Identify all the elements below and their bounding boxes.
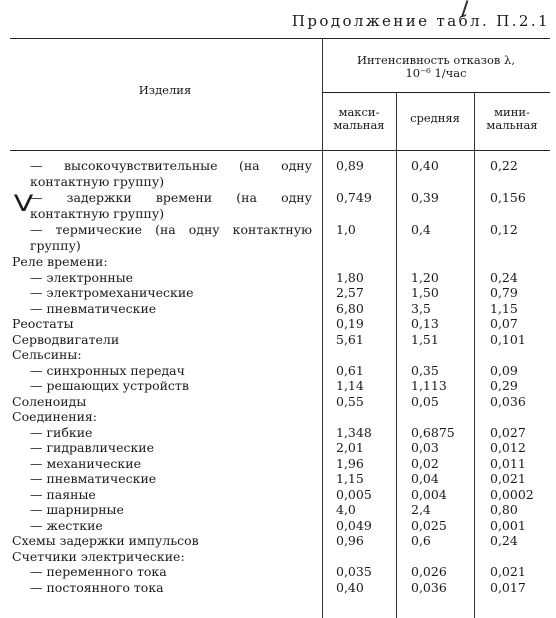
- cell-max: 0,005: [336, 486, 372, 502]
- cell-min: 0,012: [490, 440, 526, 455]
- row-item-name: — высокочувствительные (на одну контактную группу): [30, 158, 312, 189]
- cell-avg: 0,4: [411, 222, 431, 237]
- table-row: [0, 440, 556, 456]
- cell-max: 0,049: [336, 517, 372, 533]
- cell-max: 0,55: [336, 393, 364, 409]
- cell-max: 0,89: [336, 158, 364, 173]
- cell-min: 0,017: [490, 579, 526, 595]
- cell-avg: 0,6875: [411, 424, 455, 440]
- cell-max: 2,57: [336, 285, 364, 300]
- row-item-name: — электромеханические: [30, 285, 194, 300]
- table-row: [0, 409, 556, 425]
- row-item-name: — паяные: [30, 486, 96, 502]
- row-item-name: — жесткие: [30, 517, 103, 533]
- cell-avg: 2,4: [411, 502, 431, 517]
- cell-max: 1,15: [336, 471, 364, 486]
- header-intensity-line1: Интенсивность отказов λ,: [356, 53, 515, 67]
- cell-min: 0,021: [490, 471, 526, 486]
- table-row: [0, 394, 556, 410]
- cell-min: 0,80: [490, 502, 518, 517]
- table-caption: Продолжение табл. П.2.1: [291, 12, 550, 30]
- table-row: [0, 332, 556, 348]
- cell-max: 0,19: [336, 316, 364, 331]
- row-item-name: — термические (на одну контактную группу): [30, 222, 312, 253]
- cell-avg: 0,025: [411, 517, 447, 533]
- cell-max: 0,40: [336, 579, 364, 595]
- cell-max: 6,80: [336, 300, 364, 316]
- cell-avg: 0,03: [411, 440, 439, 455]
- cell-min: 0,101: [490, 331, 526, 347]
- row-item-name: — электронные: [30, 269, 134, 285]
- cell-min: 0,021: [490, 564, 526, 579]
- row-item-name: Соленоиды: [12, 393, 87, 409]
- cell-min: 0,29: [490, 378, 518, 393]
- cell-avg: 0,05: [411, 393, 439, 409]
- cell-max: 1,348: [336, 424, 372, 440]
- cell-avg: 1,20: [411, 269, 439, 285]
- row-item-name: Реле времени:: [12, 254, 108, 269]
- table-row: [0, 533, 556, 549]
- row-item-name: — пневматические: [30, 471, 157, 486]
- table-row: [0, 564, 556, 580]
- table-row: [0, 190, 556, 222]
- table-row: [0, 347, 556, 363]
- row-item-name: — гибкие: [30, 424, 93, 440]
- row-item-name: — задержки времени (на одну контактную группу): [30, 190, 312, 221]
- table-row: [0, 316, 556, 332]
- cell-avg: 0,004: [411, 486, 447, 502]
- header-min-line1: мини-: [494, 105, 530, 119]
- cell-avg: 0,35: [411, 362, 439, 378]
- cell-min: 0,24: [490, 269, 518, 285]
- header-avg: средняя: [410, 111, 460, 125]
- intensity-subrule: [322, 92, 550, 93]
- cell-max: 0,035: [336, 564, 372, 579]
- cell-avg: 0,02: [411, 455, 439, 471]
- cell-max: 1,14: [336, 378, 364, 393]
- table-row: [0, 378, 556, 394]
- header-items: Изделия: [138, 83, 192, 97]
- cell-max: 1,0: [336, 222, 356, 237]
- row-item-name: — шарнирные: [30, 502, 124, 517]
- cell-avg: 0,04: [411, 471, 439, 486]
- row-item-name: Серводвигатели: [12, 331, 120, 347]
- table-row: [0, 487, 556, 503]
- row-item-name: Сельсины:: [12, 347, 82, 362]
- row-item-name: — механические: [30, 455, 141, 471]
- cell-min: 0,0002: [490, 486, 534, 502]
- cell-min: 0,027: [490, 424, 526, 440]
- cell-min: 0,79: [490, 285, 518, 300]
- row-item-name: — синхронных передач: [30, 362, 185, 378]
- row-item-name: — пневматические: [30, 300, 157, 316]
- row-item-name: — решающих устройств: [30, 378, 189, 393]
- cell-max: 5,61: [336, 331, 364, 347]
- table-row: [0, 425, 556, 441]
- cell-min: 0,09: [490, 362, 518, 378]
- cell-avg: 0,40: [411, 158, 439, 173]
- table-row: [0, 285, 556, 301]
- cell-max: 4,0: [336, 502, 356, 517]
- header-intensity-line2: 10⁻⁶ 1/час: [405, 66, 467, 80]
- table-row: [0, 270, 556, 286]
- row-item-name: Схемы задержки импульсов: [12, 533, 199, 548]
- cell-avg: 0,026: [411, 564, 447, 579]
- cell-max: 1,80: [336, 269, 364, 285]
- cell-min: 0,001: [490, 517, 526, 533]
- cell-min: 1,15: [490, 300, 518, 316]
- cell-max: 2,01: [336, 440, 364, 455]
- table-row: [0, 549, 556, 565]
- cell-min: 0,156: [490, 190, 526, 205]
- table-row: [0, 363, 556, 379]
- cell-min: 0,07: [490, 316, 518, 331]
- header-intensity: [322, 54, 550, 80]
- row-item-name: Соединения:: [12, 409, 98, 424]
- row-item-name: — переменного тока: [30, 564, 167, 579]
- table-row: [0, 580, 556, 596]
- row-item-name: — постоянного тока: [30, 579, 164, 595]
- cell-min: 0,24: [490, 533, 518, 548]
- header-bottom-rule: [10, 150, 550, 151]
- table-row: [0, 518, 556, 534]
- cell-min: 0,036: [490, 393, 526, 409]
- cell-min: 0,22: [490, 158, 518, 173]
- cell-max: 0,61: [336, 362, 364, 378]
- cell-max: 0,96: [336, 533, 364, 548]
- table-row: [0, 502, 556, 518]
- header-min-line2: мальная: [486, 118, 538, 132]
- header-max: [322, 106, 396, 132]
- cell-avg: 0,6: [411, 533, 431, 548]
- table-row: [0, 222, 556, 254]
- cell-min: 0,011: [490, 455, 526, 471]
- table-row: [0, 471, 556, 487]
- cell-avg: 1,113: [411, 378, 447, 393]
- table-row: [0, 456, 556, 472]
- handwritten-check-mark: V: [13, 192, 34, 217]
- header-min: [474, 106, 550, 132]
- header-max-line2: мальная: [333, 118, 385, 132]
- row-item-name: — гидравлические: [30, 440, 155, 455]
- row-item-name: Реостаты: [12, 316, 74, 331]
- cell-avg: 1,51: [411, 331, 439, 347]
- table-row: [0, 254, 556, 270]
- cell-avg: 3,5: [411, 300, 431, 316]
- table-row: [0, 158, 556, 190]
- cell-avg: 0,39: [411, 190, 439, 205]
- table-top-rule: [10, 38, 550, 39]
- cell-avg: 0,13: [411, 316, 439, 331]
- cell-max: 0,749: [336, 190, 372, 205]
- cell-avg: 0,036: [411, 579, 447, 595]
- cell-max: 1,96: [336, 455, 364, 471]
- table-row: [0, 301, 556, 317]
- header-max-line1: макси-: [338, 105, 380, 119]
- cell-avg: 1,50: [411, 285, 439, 300]
- table-body: [0, 158, 556, 595]
- cell-min: 0,12: [490, 222, 518, 237]
- row-item-name: Счетчики электрические:: [12, 548, 185, 564]
